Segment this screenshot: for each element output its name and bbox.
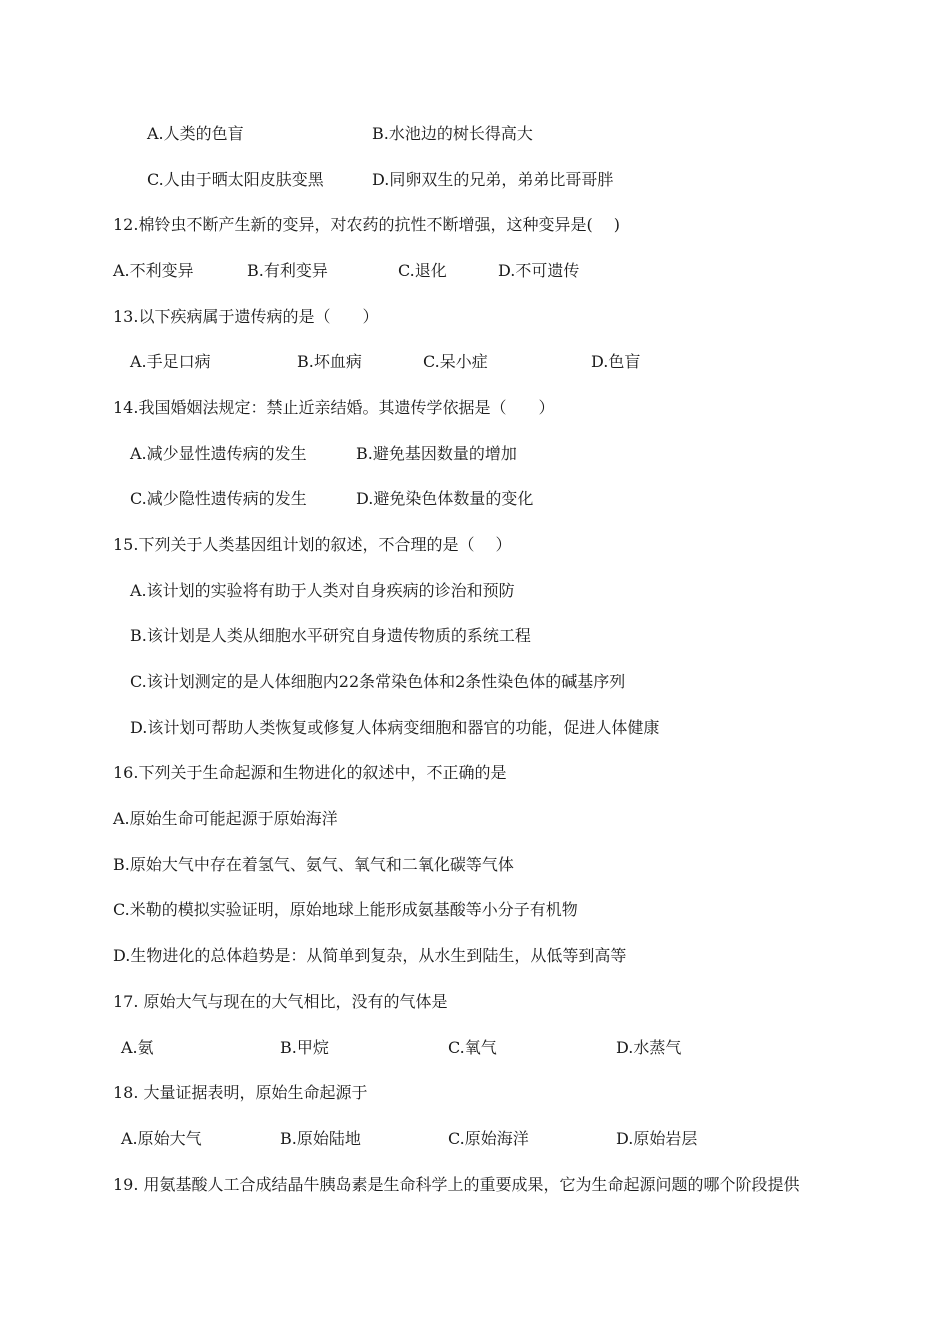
- q17-option-d: D.水蒸气: [616, 1038, 682, 1057]
- q15-option-c: C.该计划测定的是人体细胞内22条常染色体和2条性染色体的碱基序列: [130, 672, 626, 691]
- q17-option-a: A.氨: [121, 1038, 154, 1057]
- q17-option-b: B.甲烷: [280, 1038, 329, 1057]
- q12-option-b: B.有利变异: [247, 261, 328, 280]
- q18-option-a: A.原始大气: [121, 1129, 202, 1148]
- q14-option-c: C.减少隐性遗传病的发生: [130, 489, 307, 508]
- q14-option-b: B.避免基因数量的增加: [356, 444, 517, 463]
- q18-option-c: C.原始海洋: [448, 1129, 529, 1148]
- q13-option-d: D.色盲: [591, 352, 641, 371]
- q12-option-c: C.退化: [398, 261, 447, 280]
- q14-option-a: A.减少显性遗传病的发生: [130, 444, 307, 463]
- q19-stem: 19. 用氨基酸人工合成结晶牛胰岛素是生命科学上的重要成果，它为生命起源问题的哪个阶段提供: [113, 1175, 800, 1194]
- q16-stem: 16.下列关于生命起源和生物进化的叙述中，不正确的是: [113, 763, 507, 782]
- q11-option-d: D.同卵双生的兄弟，弟弟比哥哥胖: [372, 170, 614, 189]
- q15-option-d: D.该计划可帮助人类恢复或修复人体病变细胞和器官的功能，促进人体健康: [130, 718, 660, 737]
- q17-option-c: C.氧气: [448, 1038, 497, 1057]
- q14-stem: 14.我国婚姻法规定：禁止近亲结婚。其遗传学依据是（ ）: [113, 398, 555, 417]
- q15-option-a: A.该计划的实验将有助于人类对自身疾病的诊治和预防: [130, 581, 515, 600]
- q16-option-b: B.原始大气中存在着氢气、氨气、氧气和二氧化碳等气体: [113, 855, 514, 874]
- q11-option-a: A.人类的色盲: [147, 124, 244, 143]
- q11-option-b: B.水池边的树长得高大: [372, 124, 533, 143]
- q13-option-a: A.手足口病: [130, 352, 211, 371]
- q18-option-d: D.原始岩层: [616, 1129, 698, 1148]
- q15-stem: 15.下列关于人类基因组计划的叙述，不合理的是（ ）: [113, 535, 512, 554]
- q14-option-d: D.避免染色体数量的变化: [356, 489, 534, 508]
- q12-option-a: A.不利变异: [113, 261, 194, 280]
- q18-option-b: B.原始陆地: [280, 1129, 361, 1148]
- q17-stem: 17. 原始大气与现在的大气相比，没有的气体是: [113, 992, 448, 1011]
- q13-option-b: B.坏血病: [297, 352, 362, 371]
- q16-option-c: C.米勒的模拟实验证明，原始地球上能形成氨基酸等小分子有机物: [113, 900, 578, 919]
- q18-stem: 18. 大量证据表明，原始生命起源于: [113, 1083, 368, 1102]
- q15-option-b: B.该计划是人类从细胞水平研究自身遗传物质的系统工程: [130, 626, 531, 645]
- q16-option-a: A.原始生命可能起源于原始海洋: [113, 809, 338, 828]
- q13-stem: 13.以下疾病属于遗传病的是（ ）: [113, 307, 379, 326]
- q13-option-c: C.呆小症: [423, 352, 488, 371]
- q11-option-c: C.人由于晒太阳皮肤变黑: [147, 170, 324, 189]
- q12-stem: 12.棉铃虫不断产生新的变异，对农药的抗性不断增强，这种变异是( ): [113, 215, 621, 234]
- q12-option-d: D.不可遗传: [498, 261, 580, 280]
- q16-option-d: D.生物进化的总体趋势是：从简单到复杂，从水生到陆生，从低等到高等: [113, 946, 627, 965]
